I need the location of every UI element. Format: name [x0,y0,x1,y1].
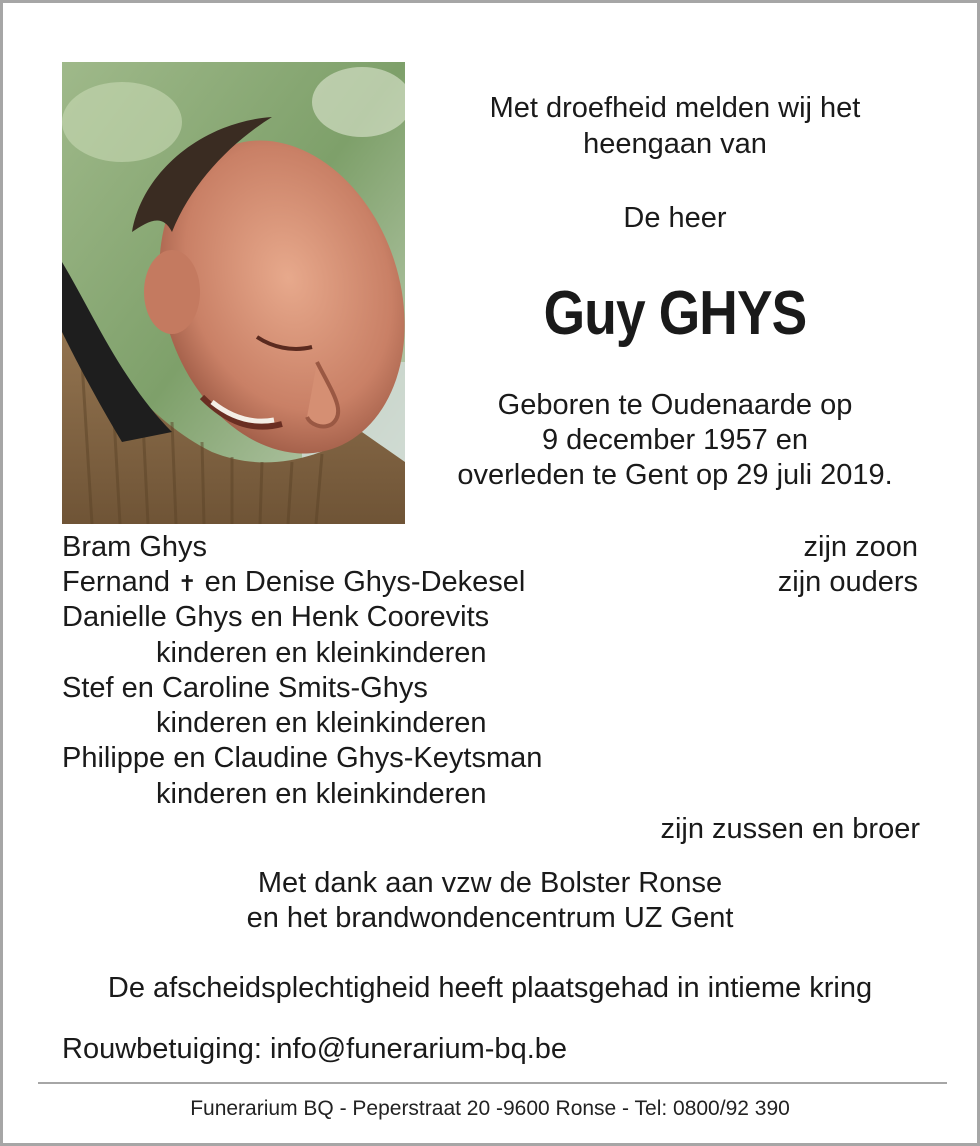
family-name-part: Fernand [62,566,171,598]
intro-line-2: heengaan van [583,128,767,160]
siblings-relation: zijn zussen en broer [660,813,920,845]
ceremony-line: De afscheidsplechtigheid heeft plaatsgehad in intieme kring [107,972,873,1004]
portrait-illustration [62,62,405,524]
born-line-2: 9 december 1957 en [541,424,809,456]
family-name: Stef en Caroline Smits-Ghys [62,672,428,704]
deceased-name: Guy GHYS [543,279,807,348]
intro-line-1: Met droefheid melden wij het [489,92,861,124]
cross-icon: ✝ [178,571,197,596]
condolence-row [62,1032,918,1067]
family-relation: zijn ouders [777,566,918,598]
title: De heer [623,202,727,234]
family-relation: zijn zoon [803,531,918,563]
thanks-line-2: en het brandwondencentrum UZ Gent [246,902,734,934]
family-name [62,565,525,601]
family-name: Philippe en Claudine Ghys-Keytsman [62,742,543,774]
born-line-1: Geboren te Oudenaarde op [497,389,853,421]
family-subline: kinderen en kleinkinderen [156,707,487,739]
family-name: Danielle Ghys en Henk Coorevits [62,601,490,633]
family-subline: kinderen en kleinkinderen [156,778,487,810]
family-row [62,565,918,600]
siblings-row [62,812,920,847]
condolence-line: Rouwbetuiging: info@funerarium-bq.be [62,1033,568,1065]
footer-divider [38,1082,947,1084]
family-name: Bram Ghys [62,531,208,563]
family-subline: kinderen en kleinkinderen [156,637,487,669]
died-line: overleden te Gent op 29 juli 2019. [457,459,893,491]
family-row [62,600,918,635]
family-row [62,530,918,565]
portrait-photo [62,62,405,524]
family-row [62,671,918,706]
footer-text: Funerarium BQ - Peperstraat 20 -9600 Ronse - Tel: 0800/92 390 [190,1097,790,1120]
family-name-rest: en Denise Ghys-Dekesel [204,566,526,598]
family-row [62,741,918,776]
thanks-line-1: Met dank aan vzw de Bolster Ronse [257,867,723,899]
